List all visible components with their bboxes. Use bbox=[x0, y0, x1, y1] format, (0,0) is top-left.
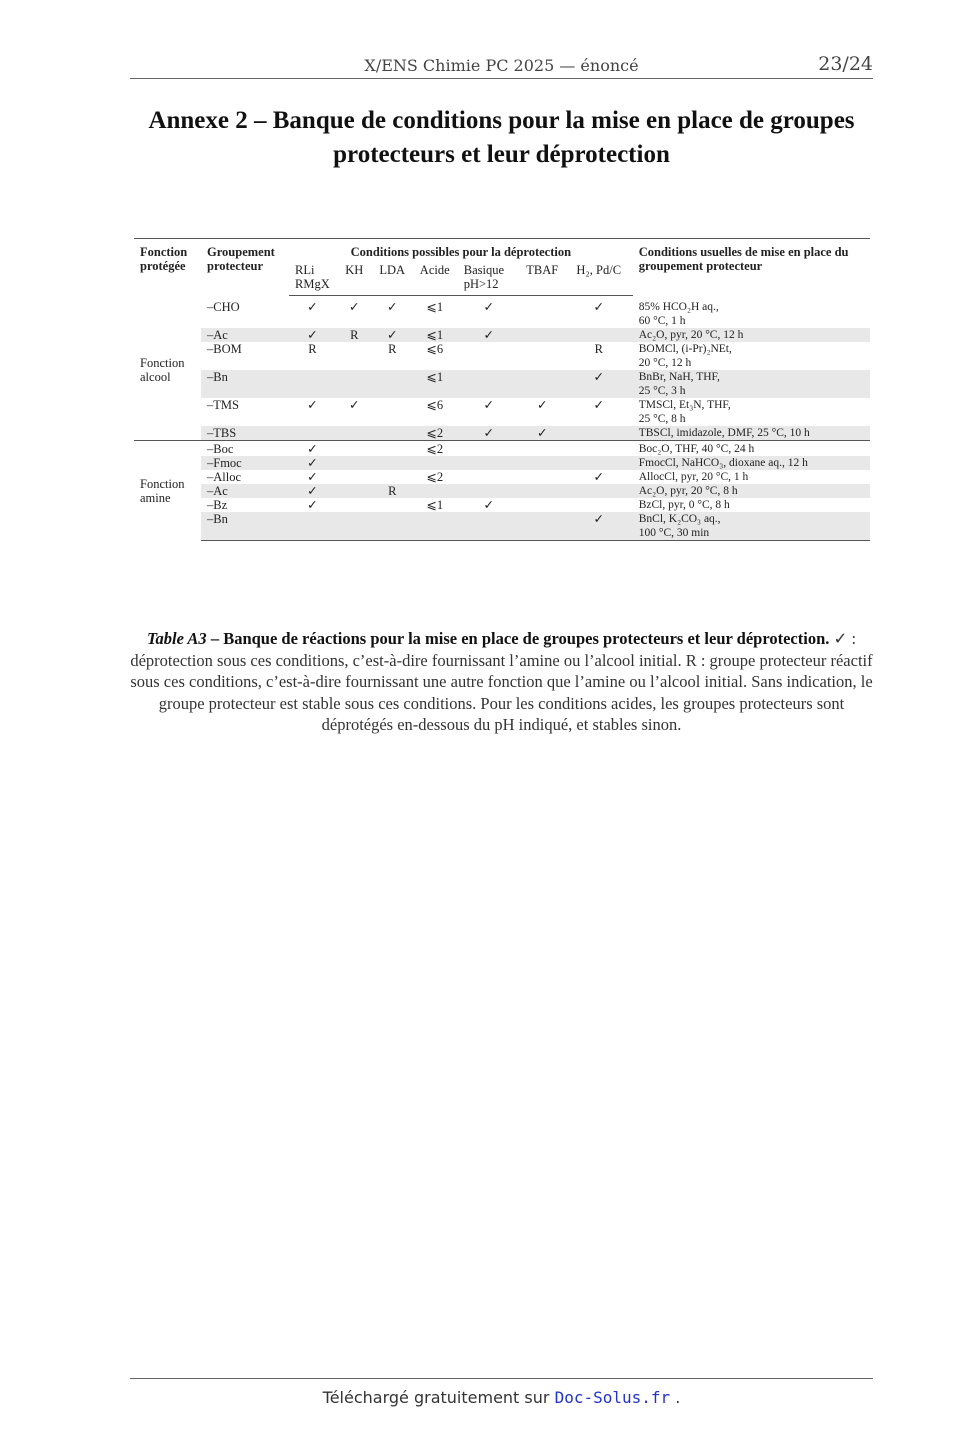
kh-cell bbox=[336, 440, 373, 456]
conditions-line1: TMSCl, Et₃N, THF, bbox=[638, 398, 731, 411]
h2-cell: ✓ bbox=[593, 469, 604, 484]
lda-cell: R bbox=[373, 484, 412, 498]
table-row bbox=[134, 426, 870, 441]
conditions-cell bbox=[633, 398, 870, 426]
tbaf-cell bbox=[520, 370, 565, 398]
lda-cell bbox=[373, 426, 412, 441]
table-row bbox=[134, 512, 870, 541]
tbaf-cell bbox=[520, 498, 565, 512]
conditions-line2: 60 °C, 1 h bbox=[638, 314, 686, 327]
h2-cell bbox=[565, 440, 633, 456]
kh-cell: R bbox=[336, 328, 373, 342]
rli-cell: ✓ bbox=[307, 300, 318, 314]
table-row bbox=[134, 370, 870, 398]
col-header-function: Fonction protégée bbox=[134, 239, 201, 296]
page-footer bbox=[130, 1378, 873, 1407]
kh-cell bbox=[336, 484, 373, 498]
kh-cell bbox=[336, 456, 373, 470]
basique-cell: ✓ bbox=[483, 497, 494, 512]
conditions-cell bbox=[633, 370, 870, 398]
acide-cell: ⩽2 bbox=[426, 469, 444, 484]
basique-cell bbox=[458, 470, 520, 484]
acide-cell bbox=[412, 484, 458, 498]
group-cell: –Bn bbox=[201, 370, 289, 398]
basique-cell bbox=[458, 440, 520, 456]
kh-cell bbox=[336, 512, 373, 541]
lda-cell bbox=[373, 440, 412, 456]
conditions-cell: BzCl, pyr, 0 °C, 8 h bbox=[638, 498, 730, 511]
page-header bbox=[130, 52, 873, 79]
acide-cell: ⩽1 bbox=[426, 497, 444, 512]
protecting-groups-table bbox=[134, 238, 870, 541]
tbaf-cell: ✓ bbox=[520, 426, 565, 441]
conditions-line2: 20 °C, 12 h bbox=[638, 356, 692, 369]
basique-cell: ✓ bbox=[458, 426, 520, 441]
acide-cell bbox=[412, 512, 458, 541]
footer-text bbox=[130, 1379, 873, 1407]
rli-cell bbox=[289, 370, 336, 398]
group-cell: –Alloc bbox=[207, 469, 242, 484]
conditions-line1: BnCl, K₂CO₃ aq., bbox=[638, 512, 721, 525]
kh-cell: ✓ bbox=[348, 300, 360, 314]
tbaf-cell bbox=[520, 440, 565, 456]
col-rmgx-label: RMgX bbox=[295, 277, 330, 291]
h2-cell: R bbox=[594, 341, 603, 356]
function-amine-cell bbox=[134, 440, 201, 540]
caption-text: ✓ : déprotection sous ces conditions, c’est-à-dire fournissant l’amine ou l’alcool initial. R : groupe protecteur réactif sous ces conditions, c’est-à-dire fournissant une autre fonction que l’amine ou l’alcool initial. Sans indication, le groupe protecteur est stable sous ces conditions. Pour les conditions acides, les groupes protecteurs sont déprotégés en-dessous du pH indiqué, et stables sinon. bbox=[130, 629, 873, 734]
tbaf-cell bbox=[520, 342, 565, 370]
col-header-basique bbox=[458, 259, 520, 296]
basique-cell bbox=[458, 342, 520, 370]
function-alcool-line2: alcool bbox=[140, 369, 171, 384]
col-header-group: Groupement protecteur bbox=[201, 239, 289, 296]
conditions-line2: 25 °C, 8 h bbox=[638, 412, 686, 425]
group-cell: –TBS bbox=[201, 426, 289, 441]
kh-cell bbox=[336, 498, 373, 512]
tbaf-cell bbox=[520, 328, 565, 342]
col-rli-label: RLi bbox=[295, 263, 315, 277]
acide-cell: ⩽2 bbox=[412, 440, 458, 456]
col-header-h2-pdc: H₂, Pd/C bbox=[565, 259, 633, 296]
kh-cell bbox=[336, 426, 373, 441]
footer-prefix: Téléchargé gratuitement sur bbox=[322, 1388, 555, 1407]
rli-cell: R bbox=[308, 341, 317, 356]
basique-cell: ✓ bbox=[458, 328, 520, 342]
group-cell: –CHO bbox=[207, 299, 240, 314]
function-amine-line1: Fonction bbox=[140, 476, 185, 491]
lda-cell: ✓ bbox=[386, 300, 398, 314]
rli-cell: ✓ bbox=[289, 440, 336, 456]
h2-cell bbox=[565, 328, 633, 342]
tbaf-cell bbox=[520, 296, 565, 328]
conditions-cell: Ac₂O, pyr, 20 °C, 12 h bbox=[633, 328, 870, 342]
h2-cell: ✓ bbox=[593, 300, 604, 314]
acide-cell bbox=[412, 456, 458, 470]
table-row bbox=[134, 398, 870, 426]
group-cell: –BOM bbox=[207, 341, 242, 356]
basique-cell bbox=[458, 512, 520, 541]
kh-cell bbox=[336, 370, 373, 398]
group-cell: –Boc bbox=[201, 440, 289, 456]
acide-cell: ⩽1 bbox=[426, 300, 444, 314]
table-row bbox=[134, 470, 870, 484]
col-header-usual-conditions: Conditions usuelles de mise en place du groupement protecteur bbox=[633, 239, 870, 296]
table-row bbox=[134, 342, 870, 370]
conditions-line1: BOMCl, (i-Pr)₂NEt, bbox=[638, 342, 732, 355]
conditions-cell: Ac₂O, pyr, 20 °C, 8 h bbox=[633, 484, 870, 498]
conditions-cell bbox=[633, 296, 870, 328]
lda-cell bbox=[373, 456, 412, 470]
col-header-rli-rmgx bbox=[289, 259, 336, 296]
rli-cell: ✓ bbox=[289, 456, 336, 470]
rli-cell: ✓ bbox=[307, 397, 318, 412]
acide-cell: ⩽1 bbox=[412, 328, 458, 342]
h2-cell bbox=[565, 426, 633, 441]
rli-cell bbox=[289, 426, 336, 441]
basique-cell bbox=[458, 456, 520, 470]
conditions-cell: FmocCl, NaHCO₃, dioxane aq., 12 h bbox=[633, 456, 870, 470]
col-basique-label: Basique bbox=[463, 263, 505, 277]
basique-cell: ✓ bbox=[483, 397, 494, 412]
col-header-acide: Acide bbox=[412, 259, 458, 296]
col-ph-label: pH>12 bbox=[463, 277, 499, 291]
lda-cell bbox=[373, 470, 412, 484]
rli-cell: ✓ bbox=[289, 484, 336, 498]
table-row bbox=[134, 328, 870, 342]
lda-cell bbox=[373, 398, 412, 426]
h2-cell bbox=[565, 456, 633, 470]
h2-cell bbox=[565, 498, 633, 512]
footer-suffix: . bbox=[670, 1388, 681, 1407]
tbaf-cell bbox=[520, 456, 565, 470]
kh-cell bbox=[336, 470, 373, 484]
table-row bbox=[134, 456, 870, 470]
header-title: X/ENS Chimie PC 2025 — énoncé bbox=[364, 56, 639, 75]
tbaf-cell bbox=[520, 484, 565, 498]
conditions-cell: Boc₂O, THF, 40 °C, 24 h bbox=[633, 440, 870, 456]
conditions-cell: TBSCl, imidazole, DMF, 25 °C, 10 h bbox=[633, 426, 870, 441]
acide-cell: ⩽1 bbox=[412, 370, 458, 398]
h2-cell: ✓ bbox=[565, 370, 633, 398]
lda-cell: R bbox=[388, 341, 397, 356]
lda-cell bbox=[373, 512, 412, 541]
conditions-cell bbox=[633, 512, 870, 541]
lda-cell: ✓ bbox=[373, 328, 412, 342]
group-cell: –Bn bbox=[201, 512, 289, 541]
basique-cell bbox=[458, 370, 520, 398]
col-header-deprotection: Conditions possibles pour la déprotection bbox=[289, 239, 633, 260]
group-cell: –Fmoc bbox=[201, 456, 289, 470]
group-cell: –TMS bbox=[207, 397, 239, 412]
conditions-line1: BnBr, NaH, THF, bbox=[638, 370, 720, 383]
tbaf-cell: ✓ bbox=[536, 397, 548, 412]
rli-cell: ✓ bbox=[289, 328, 336, 342]
conditions-line2: 100 °C, 30 min bbox=[638, 526, 710, 539]
h2-cell bbox=[565, 484, 633, 498]
table-row bbox=[134, 498, 870, 512]
annex-title-line2: protecteurs et leur déprotection bbox=[333, 141, 670, 168]
table-row bbox=[134, 484, 870, 498]
page-number: 23/24 bbox=[818, 53, 873, 75]
col-header-lda: LDA bbox=[373, 259, 412, 296]
rli-cell: ✓ bbox=[307, 497, 318, 512]
kh-cell bbox=[336, 342, 373, 370]
conditions-line1: 85% HCO₂H aq., bbox=[638, 300, 719, 313]
h2-cell: ✓ bbox=[593, 397, 604, 412]
group-cell: –Ac bbox=[201, 484, 289, 498]
doc-solus-link[interactable]: Doc-Solus.fr bbox=[554, 1388, 671, 1407]
function-alcool-line1: Fonction bbox=[140, 355, 185, 370]
h2-cell: ✓ bbox=[565, 512, 633, 541]
conditions-cell bbox=[633, 342, 870, 370]
table-row bbox=[134, 296, 870, 328]
table-row bbox=[134, 440, 870, 456]
lda-cell bbox=[373, 498, 412, 512]
acide-cell: ⩽6 bbox=[426, 397, 444, 412]
acide-cell: ⩽2 bbox=[412, 426, 458, 441]
tbaf-cell bbox=[520, 512, 565, 541]
basique-cell: ✓ bbox=[483, 300, 494, 314]
tbaf-cell bbox=[520, 470, 565, 484]
acide-cell: ⩽6 bbox=[426, 341, 444, 356]
function-alcool-cell bbox=[134, 296, 201, 441]
function-amine-line2: amine bbox=[140, 490, 171, 505]
alcohol-section bbox=[134, 296, 870, 441]
rli-cell: ✓ bbox=[307, 469, 318, 484]
rli-cell bbox=[289, 512, 336, 541]
group-cell: –Ac bbox=[201, 328, 289, 342]
conditions-line2: 25 °C, 3 h bbox=[638, 384, 686, 397]
annex-title bbox=[130, 104, 873, 172]
amine-section bbox=[134, 440, 870, 540]
conditions-cell: AllocCl, pyr, 20 °C, 1 h bbox=[638, 470, 749, 483]
caption-label: Table A3 bbox=[146, 629, 207, 648]
kh-cell: ✓ bbox=[348, 397, 360, 412]
annex-title-line1: Annexe 2 – Banque de conditions pour la mise en place de groupes bbox=[148, 107, 855, 134]
col-header-kh: KH bbox=[336, 259, 373, 296]
group-cell: –Bz bbox=[207, 497, 228, 512]
table-caption bbox=[130, 628, 873, 736]
basique-cell bbox=[458, 484, 520, 498]
lda-cell bbox=[373, 370, 412, 398]
caption-bold-text: – Banque de réactions pour la mise en place de groupes protecteurs et leur déprotection. bbox=[206, 629, 830, 648]
col-header-tbaf: TBAF bbox=[520, 259, 565, 296]
